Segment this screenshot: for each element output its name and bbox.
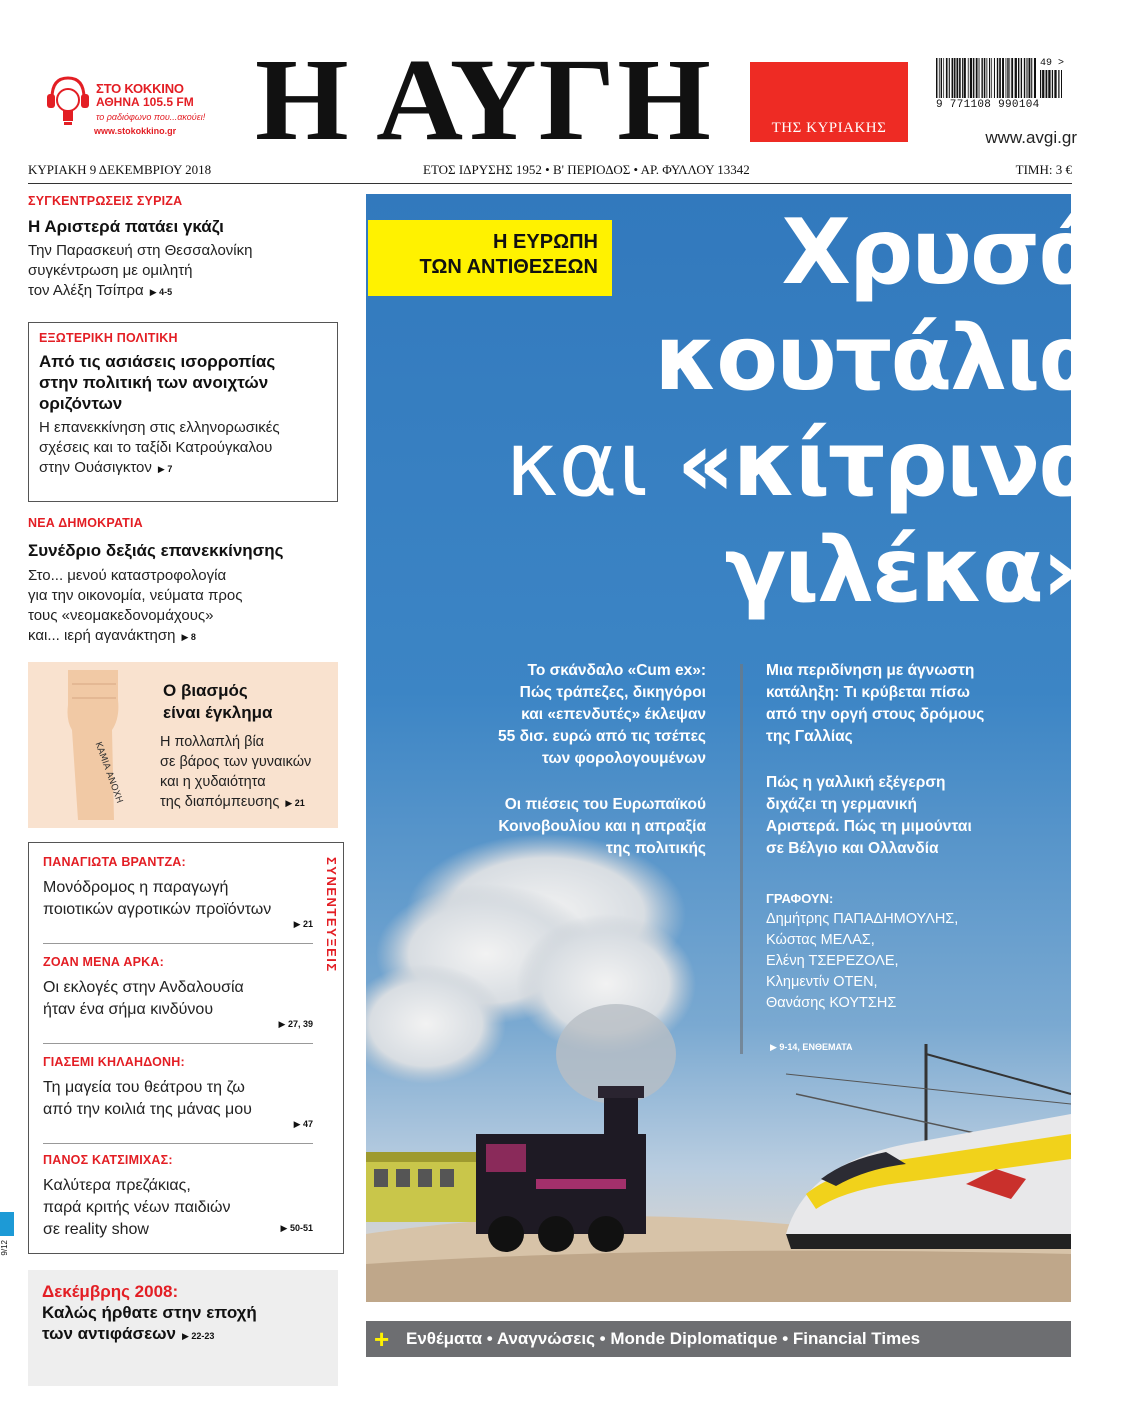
interview-item[interactable] <box>43 1153 313 1238</box>
page-ref: ▶ 21 <box>293 919 313 929</box>
page-ref: ▶ 7 <box>157 464 173 474</box>
story-violence[interactable] <box>28 662 338 828</box>
headline-line: και «κίτρινα <box>505 412 1098 517</box>
interviews-box <box>28 842 344 1254</box>
interview-item[interactable] <box>43 1055 313 1130</box>
writer-name: Δημήτρης ΠΑΠΑΔΗΜΟΥΛΗΣ, <box>766 911 959 927</box>
headline-line: κουτάλια <box>654 306 1098 411</box>
page-tab <box>0 1212 14 1236</box>
barcode-addon: 49 > <box>1040 58 1065 69</box>
supplements-list: Ενθέματα • Αναγνώσεις • Monde Diplomatique • Financial Times <box>406 1329 921 1348</box>
barcode-bars <box>936 58 1036 98</box>
page-ref: ▶ 9-14, ΕΝΘΕΜΑΤΑ <box>770 1042 853 1052</box>
writers-label: ΓΡΑΦΟΥΝ: <box>766 891 834 906</box>
interviewee-name: ΠΑΝΑΓΙΩΤΑ ΒΡΑΝΤΖΑ: <box>43 855 186 869</box>
barcode-addon-bars <box>1040 70 1062 98</box>
interviewee-name: ΠΑΝΟΣ ΚΑΤΣΙΜΙΧΑΣ: <box>43 1153 173 1167</box>
story-kicker: ΝΕΑ ΔΗΜΟΚΡΑΤΙΑ <box>28 516 143 530</box>
story-headline: Συνέδριο δεξιάς επανεκκίνησης <box>28 541 284 560</box>
barcode <box>936 58 1066 116</box>
interviews-section-label: ΣΥΝΕΝΤΕΥΞΕΙΣ <box>324 857 339 973</box>
supplements-bar[interactable] <box>366 1321 1071 1357</box>
story-body-line: για την οικονομία, νεύματα προς <box>28 587 243 604</box>
story-body-line: Την Παρασκευή στη Θεσσαλονίκη <box>28 242 253 259</box>
interview-title: Μονόδρομος η παραγωγή ποιοτικών αγροτικών προϊόντων <box>43 879 272 918</box>
story-body-line: τους «νεομακεδονομάχους» <box>28 607 214 624</box>
section-label-line: Η ΕΥΡΩΠΗ <box>493 231 598 253</box>
page-ref: ▶ 50-51 <box>280 1223 313 1233</box>
column-divider <box>740 664 743 1054</box>
page-ref: ▶ 47 <box>293 1119 313 1129</box>
story-headline: Από τις ασιάσεις ισορροπίας στην πολιτική των ανοιχτών οριζόντων <box>39 352 276 413</box>
writers-list <box>766 888 1026 1014</box>
story-syriza[interactable] <box>28 194 338 302</box>
story-body <box>28 566 348 647</box>
interview-title: Τη μαγεία του θεάτρου τη ζω από την κοιλιά της μάνας μου <box>43 1079 252 1118</box>
headline-line: Χρυσά <box>781 200 1098 305</box>
section-label-line: ΤΩΝ ΑΝΤΙΘΕΣΕΩΝ <box>419 256 598 278</box>
story-body-line: σε βάρος των γυναικών <box>160 754 312 770</box>
page-ref: ▶ 27, 39 <box>278 1019 313 1029</box>
story-body-line: Η επανεκκίνηση στις ελληνορωσικές <box>39 419 280 436</box>
edition-label: ΤΗΣ ΚΥΡΙΑΚΗΣ <box>771 120 887 136</box>
interview-title: Οι εκλογές στην Ανδαλουσία ήταν ένα σήμα κινδύνου <box>43 979 244 1018</box>
writer-name: Κλημεντίν ΟΤΕΝ, <box>766 974 878 990</box>
story-headline: Καλώς ήρθατε στην εποχή των αντιφάσεων ▶ 22-23 <box>42 1303 257 1343</box>
story-body-line: στην Ουάσιγκτον ▶ 7 <box>39 459 173 476</box>
issue-info: ΕΤΟΣ ΙΔΡΥΣΗΣ 1952 • Β' ΠΕΡΙΟΔΟΣ • ΑΡ. ΦΥΛΛΟΥ 13342 <box>423 162 750 177</box>
divider <box>43 1043 313 1044</box>
page-ref: ▶ 8 <box>181 632 196 642</box>
story-foreign-policy[interactable] <box>28 322 338 502</box>
writer-name: Ελένη ΤΣΕΡΕΖΟΛΕ, <box>766 953 899 969</box>
story-body <box>160 732 338 813</box>
page-ref: ▶ 4-5 <box>149 287 173 297</box>
story-body <box>28 241 338 302</box>
sub-article: Οι πιέσεις του Ευρωπαϊκού Κοινοβουλίου και η απραξία της πολιτικής <box>498 796 706 857</box>
story-body-line: και η χυδαιότητα <box>160 774 266 790</box>
sub-article: Το σκάνδαλο «Cum ex»: Πώς τράπεζες, δικηγόροι και «επενδυτές» έκλεψαν 55 δισ. ευρώ από τις τσέπες των φορολογουμένων <box>498 662 706 767</box>
lightbulb-headphones-icon <box>46 74 90 134</box>
radio-url[interactable]: www.stokokkino.gr <box>94 126 177 136</box>
sub-articles-left[interactable] <box>400 660 706 860</box>
story-headline: Η Αριστερά πατάει γκάζι <box>28 217 224 236</box>
website-link[interactable]: www.avgi.gr <box>985 128 1077 147</box>
story-kicker: ΣΥΓΚΕΝΤΡΩΣΕΙΣ ΣΥΡΙΖΑ <box>28 194 183 208</box>
story-body-line: συγκέντρωση με ομιλητή <box>28 262 193 279</box>
radio-ad-logo[interactable] <box>38 68 216 148</box>
interviewee-name: ΖΟΑΝ ΜΕΝΑ ΑΡΚΑ: <box>43 955 164 969</box>
plus-icon: + <box>374 1324 390 1354</box>
writer-name: Κώστας ΜΕΛΑΣ, <box>766 932 875 948</box>
page-tab-label: 9/12 <box>0 1240 9 1256</box>
story-body-line: τον Αλέξη Τσίπρα ▶ 4-5 <box>28 282 173 299</box>
raised-fist-illustration <box>38 670 138 820</box>
interviewee-name: ΓΙΑΣΕΜΙ ΚΗΛΑΗΔΟΝΗ: <box>43 1055 185 1069</box>
issue-date: ΚΥΡΙΑΚΗ 9 ΔΕΚΕΜΒΡΙΟΥ 2018 <box>28 162 212 177</box>
wrist-text: ΚΑΜΙΑ ΑΝΟΧΗ <box>92 740 124 805</box>
page-ref: ▶ 22-23 <box>182 1331 215 1341</box>
story-body-line: της διαπόμπευσης ▶ 21 <box>160 794 305 810</box>
page-ref: ▶ 21 <box>285 798 305 808</box>
headline-line: γιλέκα» <box>724 518 1098 623</box>
sub-article: Μια περιδίνηση με άγνωστη κατάληξη: Τι κρύβεται πίσω από την οργή στους δρόμους της Γαλλίας <box>766 662 985 745</box>
story-december-2008[interactable] <box>28 1270 338 1386</box>
writer-name: Θανάσης ΚΟΥΤΣΗΣ <box>766 995 897 1011</box>
interview-item[interactable] <box>43 955 313 1030</box>
dateline <box>28 158 1072 184</box>
divider <box>43 1143 313 1144</box>
story-body-line: και... ιερή αγανάκτηση ▶ 8 <box>28 627 196 644</box>
barcode-number: 9 771108 990104 <box>936 99 1040 111</box>
interview-title: Καλύτερα πρεζάκιας, παρά κριτής νέων παιδιών σε reality show <box>43 1177 231 1238</box>
radio-station: ΑΘΗΝΑ 105.5 FM <box>96 95 194 109</box>
story-kicker: Δεκέμβρης 2008: <box>42 1282 179 1301</box>
story-headline: Ο βιασμός είναι έγκλημα <box>163 681 273 722</box>
sub-articles-right[interactable] <box>766 660 1036 860</box>
radio-slogan: το ραδιόφωνο που...ακούει! <box>96 112 206 122</box>
issue-price: ΤΙΜΗ: 3 € <box>1015 162 1072 177</box>
divider <box>43 943 313 944</box>
masthead-title: Η ΑΥΓΗ <box>255 34 713 165</box>
story-nd[interactable] <box>28 516 348 647</box>
edition-block <box>750 62 908 142</box>
story-body-line: Η πολλαπλή βία <box>160 734 265 750</box>
story-body <box>39 418 327 479</box>
radio-brand: ΣΤΟ ΚΟΚΚΙΝΟ <box>96 81 184 96</box>
main-headline[interactable] <box>448 200 1098 624</box>
story-kicker: ΕΞΩΤΕΡΙΚΗ ΠΟΛΙΤΙΚΗ <box>39 331 178 345</box>
story-body-line: σχέσεις και το ταξίδι Κατρούγκαλου <box>39 439 273 456</box>
sub-article: Πώς η γαλλική εξέγερση διχάζει τη γερμανική Αριστερά. Πώς τη μιμούνται σε Βέλγιο και Ολλανδία <box>766 774 972 857</box>
interview-item[interactable] <box>43 855 313 930</box>
story-body-line: Στο... μενού καταστροφολογία <box>28 567 227 584</box>
